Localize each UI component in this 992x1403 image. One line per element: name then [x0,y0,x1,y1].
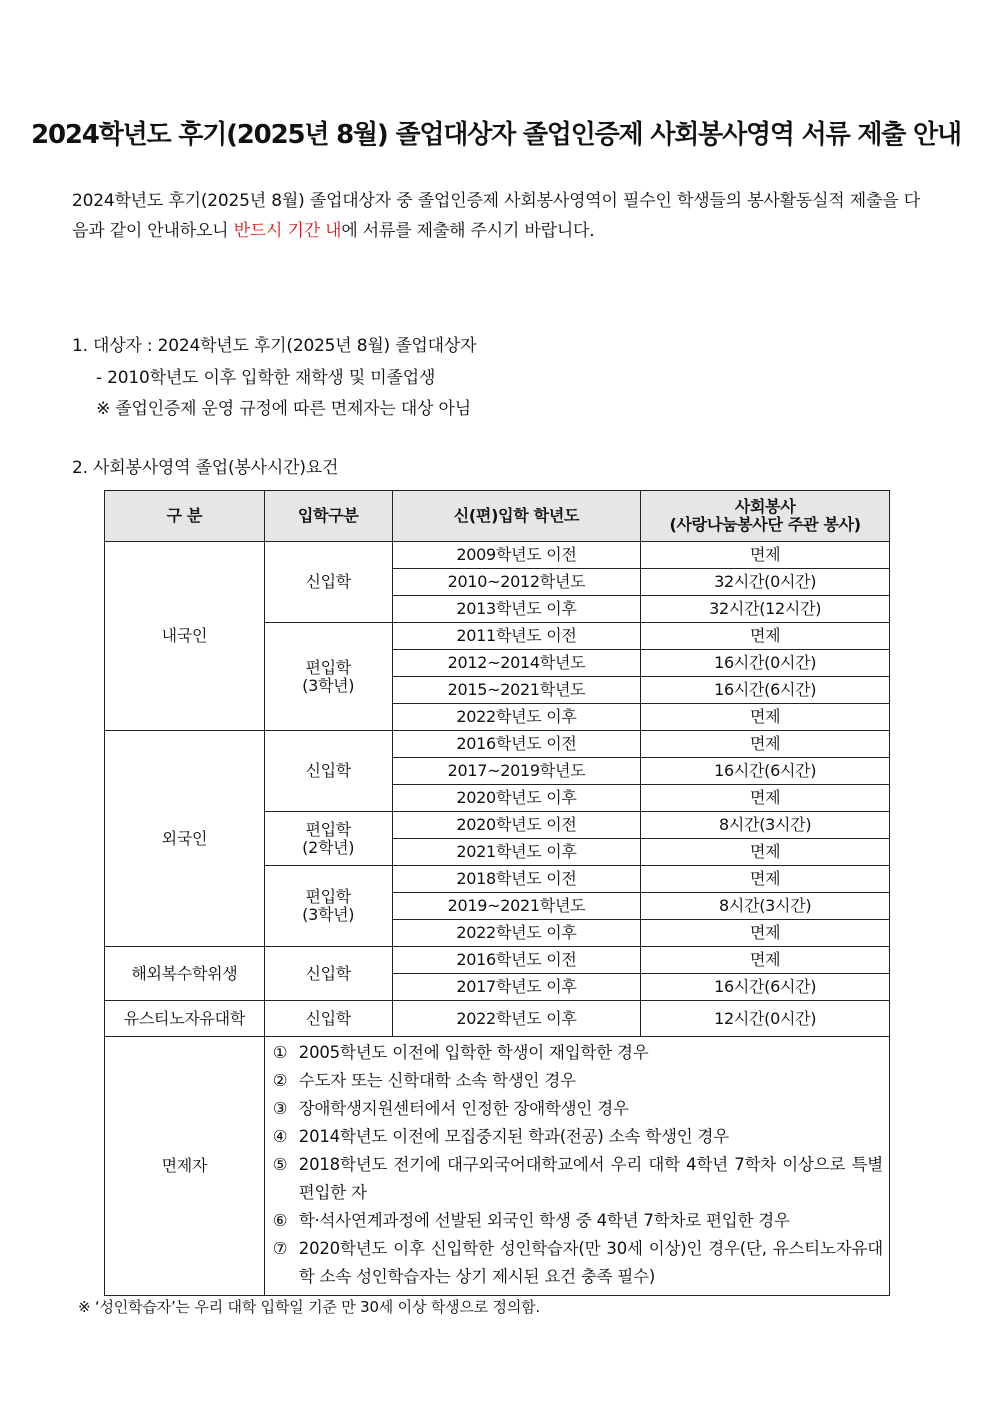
section2-heading: 2. 사회봉사영역 졸업(봉사시간)요건 [72,458,339,478]
admission-label: 편입학 [305,887,351,906]
category-foreign: 외국인 [105,731,265,947]
list-item [273,1235,883,1291]
list-item [273,1095,883,1123]
requirements-table [104,490,890,1296]
item-marker: ⑤ [272,1155,288,1174]
hours-cell: 면제 [641,542,890,569]
item-marker: ③ [272,1099,288,1118]
category-domestic: 내국인 [105,542,265,731]
admission-domestic-transfer-3rd [264,623,392,731]
hours-cell: 면제 [641,947,890,974]
table-row [105,731,890,758]
item-text: 2014학년도 이전에 모집중지된 학과(전공) 소속 학생인 경우 [298,1127,729,1146]
intro-text-end: 에 서류를 제출해 주시기 바랍니다. [341,221,595,241]
table-row [105,1001,890,1037]
exemption-list [273,1039,883,1291]
year-cell: 2016학년도 이전 [392,731,641,758]
item-text: 장애학생지원센터에서 인정한 장애학생인 경우 [298,1099,629,1118]
category-ustino: 유스티노자유대학 [105,1001,265,1037]
year-cell: 2016학년도 이전 [392,947,641,974]
header-admission-type: 입학구분 [264,491,392,542]
year-cell: 2013학년도 이후 [392,596,641,623]
item-text: 2018학년도 전기에 대구외국어대학교에서 우리 대학 4학년 7학차 이상으로 특별편입한 자 [298,1155,883,1202]
year-cell: 2018학년도 이전 [392,866,641,893]
list-item [273,1039,883,1067]
item-marker: ⑥ [272,1211,288,1230]
section1-target-detail: - 2010학년도 이후 입학한 재학생 및 미졸업생 [96,368,436,388]
intro-deadline-highlight: 반드시 기간 내 [233,221,342,241]
header-admission-year: 신(편)입학 학년도 [392,491,641,542]
header-category: 구 분 [105,491,265,542]
item-text: 학·석사연계과정에 선발된 외국인 학생 중 4학년 7학차로 편입한 경우 [298,1211,790,1230]
hours-cell: 면제 [641,623,890,650]
admission-grade: (3학년) [302,905,355,924]
year-cell: 2022학년도 이후 [392,1001,641,1037]
list-item [273,1151,883,1207]
list-item [273,1123,883,1151]
year-cell: 2022학년도 이후 [392,704,641,731]
admission-domestic-freshman: 신입학 [264,542,392,623]
hours-cell: 면제 [641,839,890,866]
header-service-subtitle: (사랑나눔봉사단 주관 봉사) [669,515,861,534]
year-cell: 2011학년도 이전 [392,623,641,650]
table-row [105,542,890,569]
section1-heading: 1. 대상자 : 2024학년도 후기(2025년 8월) 졸업대상자 [72,336,477,356]
category-exempt: 면제자 [105,1037,265,1296]
admission-grade: (2학년) [302,837,355,857]
hours-cell: 면제 [641,704,890,731]
hours-cell: 면제 [641,866,890,893]
item-text: 2020학년도 이후 신입학한 성인학습자(만 30세 이상)인 경우(단, 유스티노자유대학 소속 성인학습자는 상기 제시된 요건 충족 필수) [298,1239,883,1286]
admission-foreign-transfer-2nd [264,812,392,866]
intro-text-start: 2024학년도 후기(2025년 8월) 졸업대상자 중 졸업인증제 사회봉사영역이 필수인 학생들의 봉사활동실적 제출을 다음과 같이 안내하오니 [72,191,920,241]
list-item [273,1067,883,1095]
hours-cell: 32시간(0시간) [641,569,890,596]
exemption-list-cell [264,1037,889,1296]
hours-cell: 16시간(6시간) [641,677,890,704]
year-cell: 2019~2021학년도 [392,893,641,920]
intro-paragraph [72,186,920,246]
admission-label: 편입학 [305,657,351,677]
year-cell: 2017학년도 이후 [392,974,641,1001]
year-cell: 2010~2012학년도 [392,569,641,596]
hours-cell: 16시간(0시간) [641,650,890,677]
item-marker: ② [272,1071,288,1090]
table-row [105,1037,890,1296]
year-cell: 2009학년도 이전 [392,542,641,569]
year-cell: 2020학년도 이후 [392,785,641,812]
page-title: 2024학년도 후기(2025년 8월) 졸업대상자 졸업인증제 사회봉사영역 서류 제출 안내 [31,120,961,150]
header-community-service [641,491,890,542]
admission-label: 편입학 [305,819,351,839]
hours-cell: 16시간(6시간) [641,758,890,785]
hours-cell: 면제 [641,920,890,947]
year-cell: 2022학년도 이후 [392,920,641,947]
hours-cell: 32시간(12시간) [641,596,890,623]
item-marker: ① [272,1043,288,1062]
hours-cell: 8시간(3시간) [641,893,890,920]
year-cell: 2017~2019학년도 [392,758,641,785]
table-header-row [105,491,890,542]
category-overseas-dual-degree: 해외복수학위생 [105,947,265,1001]
hours-cell: 면제 [641,785,890,812]
year-cell: 2012~2014학년도 [392,650,641,677]
item-text: 수도자 또는 신학대학 소속 학생인 경우 [298,1071,576,1090]
admission-ustino: 신입학 [264,1001,392,1037]
header-service-title: 사회봉사 [734,497,796,516]
admission-grade: (3학년) [302,675,355,695]
section1-exemption-note: ※ 졸업인증제 운영 규정에 따른 면제자는 대상 아님 [96,399,471,419]
admission-overseas-freshman: 신입학 [264,947,392,1001]
list-item [273,1207,883,1235]
year-cell: 2020학년도 이전 [392,812,641,839]
year-cell: 2015~2021학년도 [392,677,641,704]
hours-cell: 16시간(6시간) [641,974,890,1001]
year-cell: 2021학년도 이후 [392,839,641,866]
admission-foreign-transfer-3rd [264,866,392,947]
hours-cell: 면제 [641,731,890,758]
hours-cell: 12시간(0시간) [641,1001,890,1037]
item-text: 2005학년도 이전에 입학한 학생이 재입학한 경우 [298,1043,649,1062]
item-marker: ⑦ [272,1239,288,1258]
table-row [105,947,890,974]
footnote: ※ ‘성인학습자’는 우리 대학 입학일 기준 만 30세 이상 학생으로 정의함. [78,1298,540,1316]
hours-cell: 8시간(3시간) [641,812,890,839]
admission-foreign-freshman: 신입학 [264,731,392,812]
item-marker: ④ [272,1127,288,1146]
